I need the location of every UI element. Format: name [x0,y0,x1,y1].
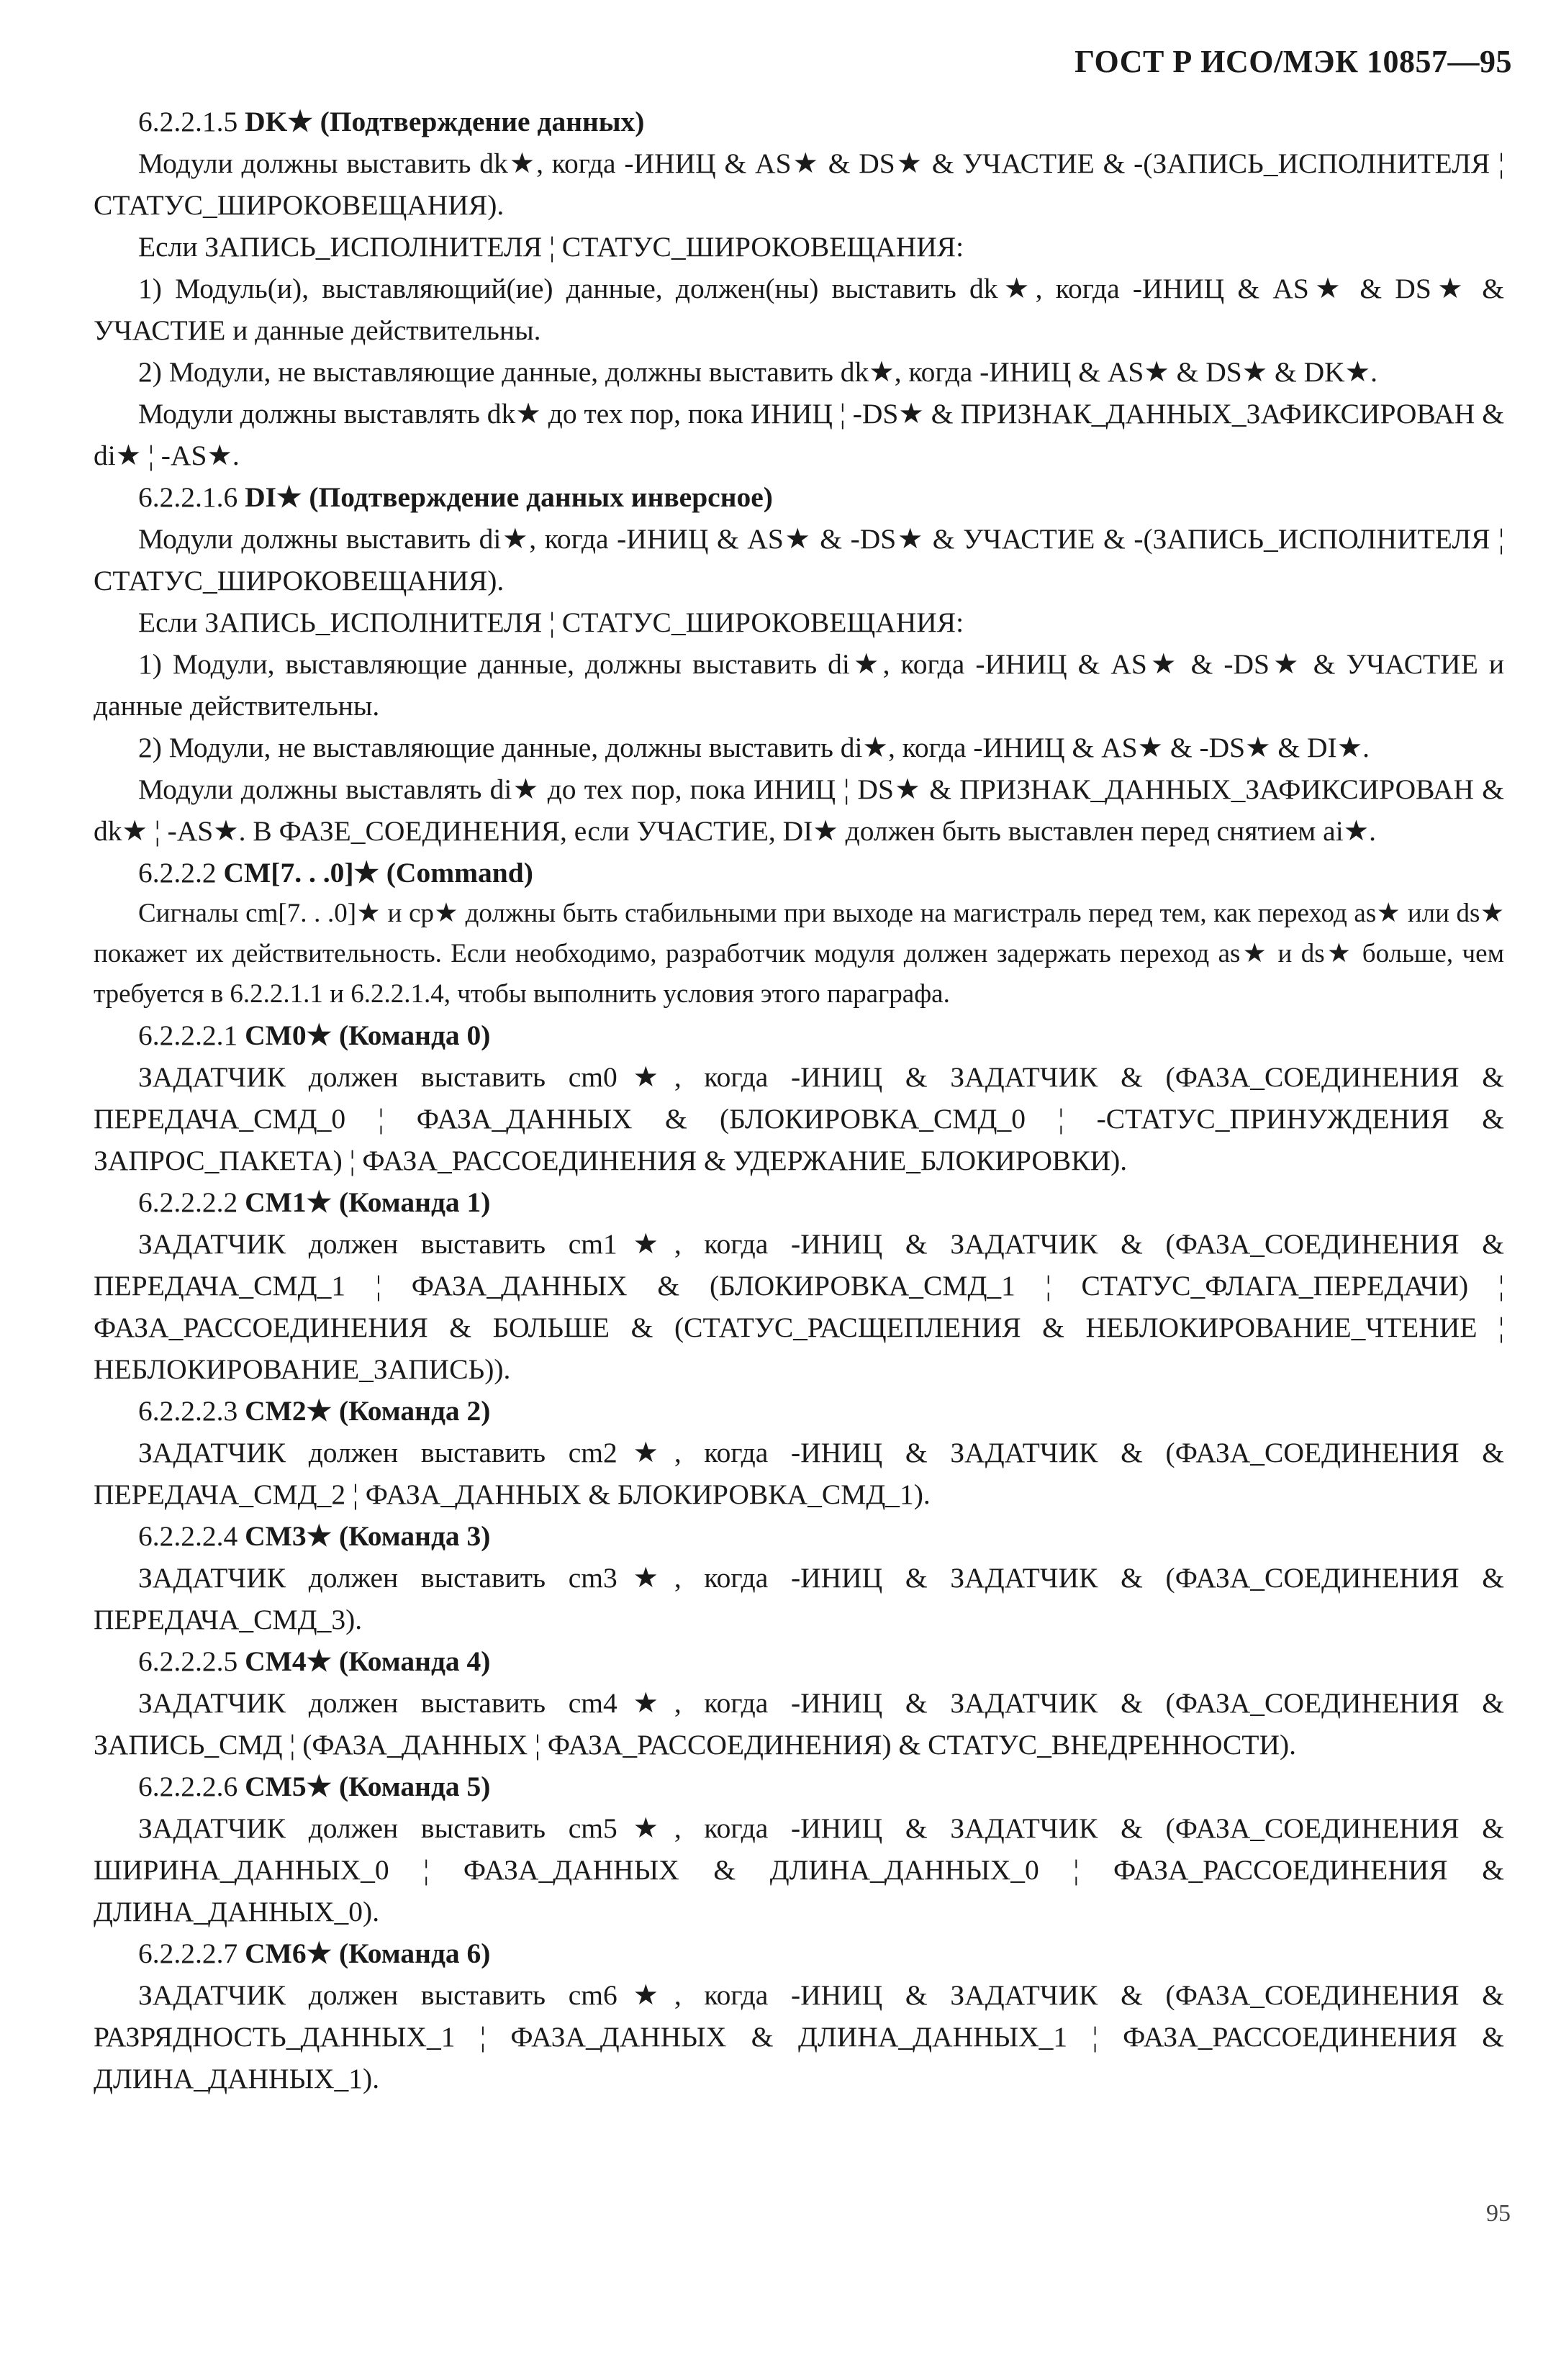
section-title: (Подтверждение данных) [320,106,645,137]
section-heading [94,1181,1504,1223]
paragraph: Модули должны выставить dk★, когда -ИНИЦ & AS★ & DS★ & УЧАСТИЕ & -(ЗАПИСЬ_ИСПОЛНИТЕЛЯ ¦ СТАТУС_ШИРОКОВЕЩАНИЯ). [94,147,1504,221]
signal-name: CM[7. . .0]★ [223,857,379,889]
paragraph: 2) Модули, не выставляющие данные, должны выставить dk★, когда -ИНИЦ & AS★ & DS★ & DK★. [138,356,1377,388]
section-number: 6.2.2.2.5 [138,1645,238,1677]
section-title: (Команда 0) [338,1019,491,1051]
section-heading [94,1766,1504,1807]
section-title: (Подтверждение данных инверсное) [309,481,773,513]
section-number: 6.2.2.1.6 [138,481,238,513]
paragraph: ЗАДАТЧИК должен выставить cm3★, когда -ИНИЦ & ЗАДАТЧИК & (ФАЗА_СОЕДИНЕНИЯ & ПЕРЕДАЧА_СМД_3). [94,1562,1504,1635]
paragraph: ЗАДАТЧИК должен выставить cm5★, когда -ИНИЦ & ЗАДАТЧИК & (ФАЗА_СОЕДИНЕНИЯ & ШИРИНА_ДАННЫХ_0 ¦ ФАЗА_ДАННЫХ & ДЛИНА_ДАННЫХ_0 ¦ ФАЗА_РАССОЕДИНЕНИЯ & ДЛИНА_ДАННЫХ_0). [94,1812,1504,1927]
signal-name: CM1★ [245,1186,332,1218]
document-body [94,101,1504,2099]
signal-name: DI★ [245,481,302,513]
paragraph: Если ЗАПИСЬ_ИСПОЛНИТЕЛЯ ¦ СТАТУС_ШИРОКОВЕЩАНИЯ: [138,607,964,638]
section-number: 6.2.2.2.1 [138,1019,238,1051]
section-title: (Команда 4) [338,1645,491,1677]
signal-name: DK★ [245,106,313,137]
paragraph: Модули должны выставить di★, когда -ИНИЦ & AS★ & -DS★ & УЧАСТИЕ & -(ЗАПИСЬ_ИСПОЛНИТЕЛЯ ¦ СТАТУС_ШИРОКОВЕЩАНИЯ). [94,523,1504,596]
section-heading [94,1014,1504,1056]
section-heading [94,1515,1504,1557]
section-title: (Команда 2) [338,1395,491,1427]
paragraph: ЗАДАТЧИК должен выставить cm4★, когда -ИНИЦ & ЗАДАТЧИК & (ФАЗА_СОЕДИНЕНИЯ & ЗАПИСЬ_СМД ¦ (ФАЗА_ДАННЫХ ¦ ФАЗА_РАССОЕДИНЕНИЯ) & СТАТУС_ВНЕДРЕННОСТИ). [94,1687,1504,1761]
signal-name: CM2★ [245,1395,332,1427]
section-number: 6.2.2.2.2 [138,1186,238,1218]
section-number: 6.2.2.2.3 [138,1395,238,1427]
section-number: 6.2.2.2.4 [138,1520,238,1552]
paragraph: Если ЗАПИСЬ_ИСПОЛНИТЕЛЯ ¦ СТАТУС_ШИРОКОВЕЩАНИЯ: [138,231,964,263]
section-number: 6.2.2.1.5 [138,106,238,137]
paragraph: ЗАДАТЧИК должен выставить cm6★, когда -ИНИЦ & ЗАДАТЧИК & (ФАЗА_СОЕДИНЕНИЯ & РАЗРЯДНОСТЬ_ДАННЫХ_1 ¦ ФАЗА_ДАННЫХ & ДЛИНА_ДАННЫХ_1 ¦ ФАЗА_РАССОЕДИНЕНИЯ & ДЛИНА_ДАННЫХ_1). [94,1979,1504,2094]
paragraph: Сигналы cm[7. . .0]★ и cp★ должны быть стабильными при выходе на магистраль перед тем, как переход as★ или ds★ покажет их действительность. Если необходимо, разработчик модуля должен задержать переход as★ и ds★ больше, чем требуется в 6.2.2.1.1 и 6.2.2.1.4, чтобы выполнить условия этого параграфа. [94,899,1504,1009]
paragraph: ЗАДАТЧИК должен выставить cm0★, когда -ИНИЦ & ЗАДАТЧИК & (ФАЗА_СОЕДИНЕНИЯ & ПЕРЕДАЧА_СМД_0 ¦ ФАЗА_ДАННЫХ & (БЛОКИРОВКА_СМД_0 ¦ -СТАТУС_ПРИНУЖДЕНИЯ & ЗАПРОС_ПАКЕТА) ¦ ФАЗА_РАССОЕДИНЕНИЯ & УДЕРЖАНИЕ_БЛОКИРОВКИ). [94,1061,1504,1176]
section-number: 6.2.2.2.6 [138,1771,238,1802]
section-heading [94,101,1504,142]
paragraph: 2) Модули, не выставляющие данные, должны выставить di★, когда -ИНИЦ & AS★ & -DS★ & DI★. [138,732,1370,763]
paragraph: 1) Модули, выставляющие данные, должны выставить di★, когда -ИНИЦ & AS★ & -DS★ & УЧАСТИЕ и данные действительны. [94,648,1504,722]
section-heading [94,1390,1504,1432]
section-heading [94,852,1504,894]
paragraph: ЗАДАТЧИК должен выставить cm1★, когда -ИНИЦ & ЗАДАТЧИК & (ФАЗА_СОЕДИНЕНИЯ & ПЕРЕДАЧА_СМД_1 ¦ ФАЗА_ДАННЫХ & (БЛОКИРОВКА_СМД_1 ¦ СТАТУС_ФЛАГА_ПЕРЕДАЧИ) ¦ ФАЗА_РАССОЕДИНЕНИЯ & БОЛЬШЕ & (СТАТУС_РАСЩЕПЛЕНИЯ & НЕБЛОКИРОВАНИЕ_ЧТЕНИЕ ¦ НЕБЛОКИРОВАНИЕ_ЗАПИСЬ)). [94,1228,1504,1385]
signal-name: CM0★ [245,1019,332,1051]
section-heading [94,476,1504,518]
paragraph: ЗАДАТЧИК должен выставить cm2★, когда -ИНИЦ & ЗАДАТЧИК & (ФАЗА_СОЕДИНЕНИЯ & ПЕРЕДАЧА_СМД_2 ¦ ФАЗА_ДАННЫХ & БЛОКИРОВКА_СМД_1). [94,1437,1504,1510]
paragraph: 1) Модуль(и), выставляющий(ие) данные, должен(ны) выставить dk★, когда -ИНИЦ & AS★ & DS★ & УЧАСТИЕ и данные действительны. [94,273,1504,346]
document-header: ГОСТ Р ИСО/МЭК 10857—95 [1074,44,1512,79]
page-number: 95 [1486,2200,1511,2227]
section-title: (Command) [386,857,533,889]
section-heading [94,1640,1504,1682]
section-number: 6.2.2.2 [138,857,217,889]
signal-name: CM3★ [245,1520,332,1552]
signal-name: CM6★ [245,1938,332,1969]
section-title: (Команда 1) [338,1186,491,1218]
signal-name: CM5★ [245,1771,332,1802]
section-title: (Команда 3) [338,1520,491,1552]
section-title: (Команда 5) [338,1771,491,1802]
signal-name: CM4★ [245,1645,332,1677]
section-number: 6.2.2.2.7 [138,1938,238,1969]
paragraph: Модули должны выставлять di★ до тех пор, пока ИНИЦ ¦ DS★ & ПРИЗНАК_ДАННЫХ_ЗАФИКСИРОВАН & dk★ ¦ -AS★. В ФАЗЕ_СОЕДИНЕНИЯ, если УЧАСТИЕ, DI★ должен быть выставлен перед снятием ai★. [94,773,1504,847]
paragraph: Модули должны выставлять dk★ до тех пор, пока ИНИЦ ¦ -DS★ & ПРИЗНАК_ДАННЫХ_ЗАФИКСИРОВАН & di★ ¦ -AS★. [94,398,1504,471]
section-heading [94,1932,1504,1974]
section-title: (Команда 6) [338,1938,491,1969]
